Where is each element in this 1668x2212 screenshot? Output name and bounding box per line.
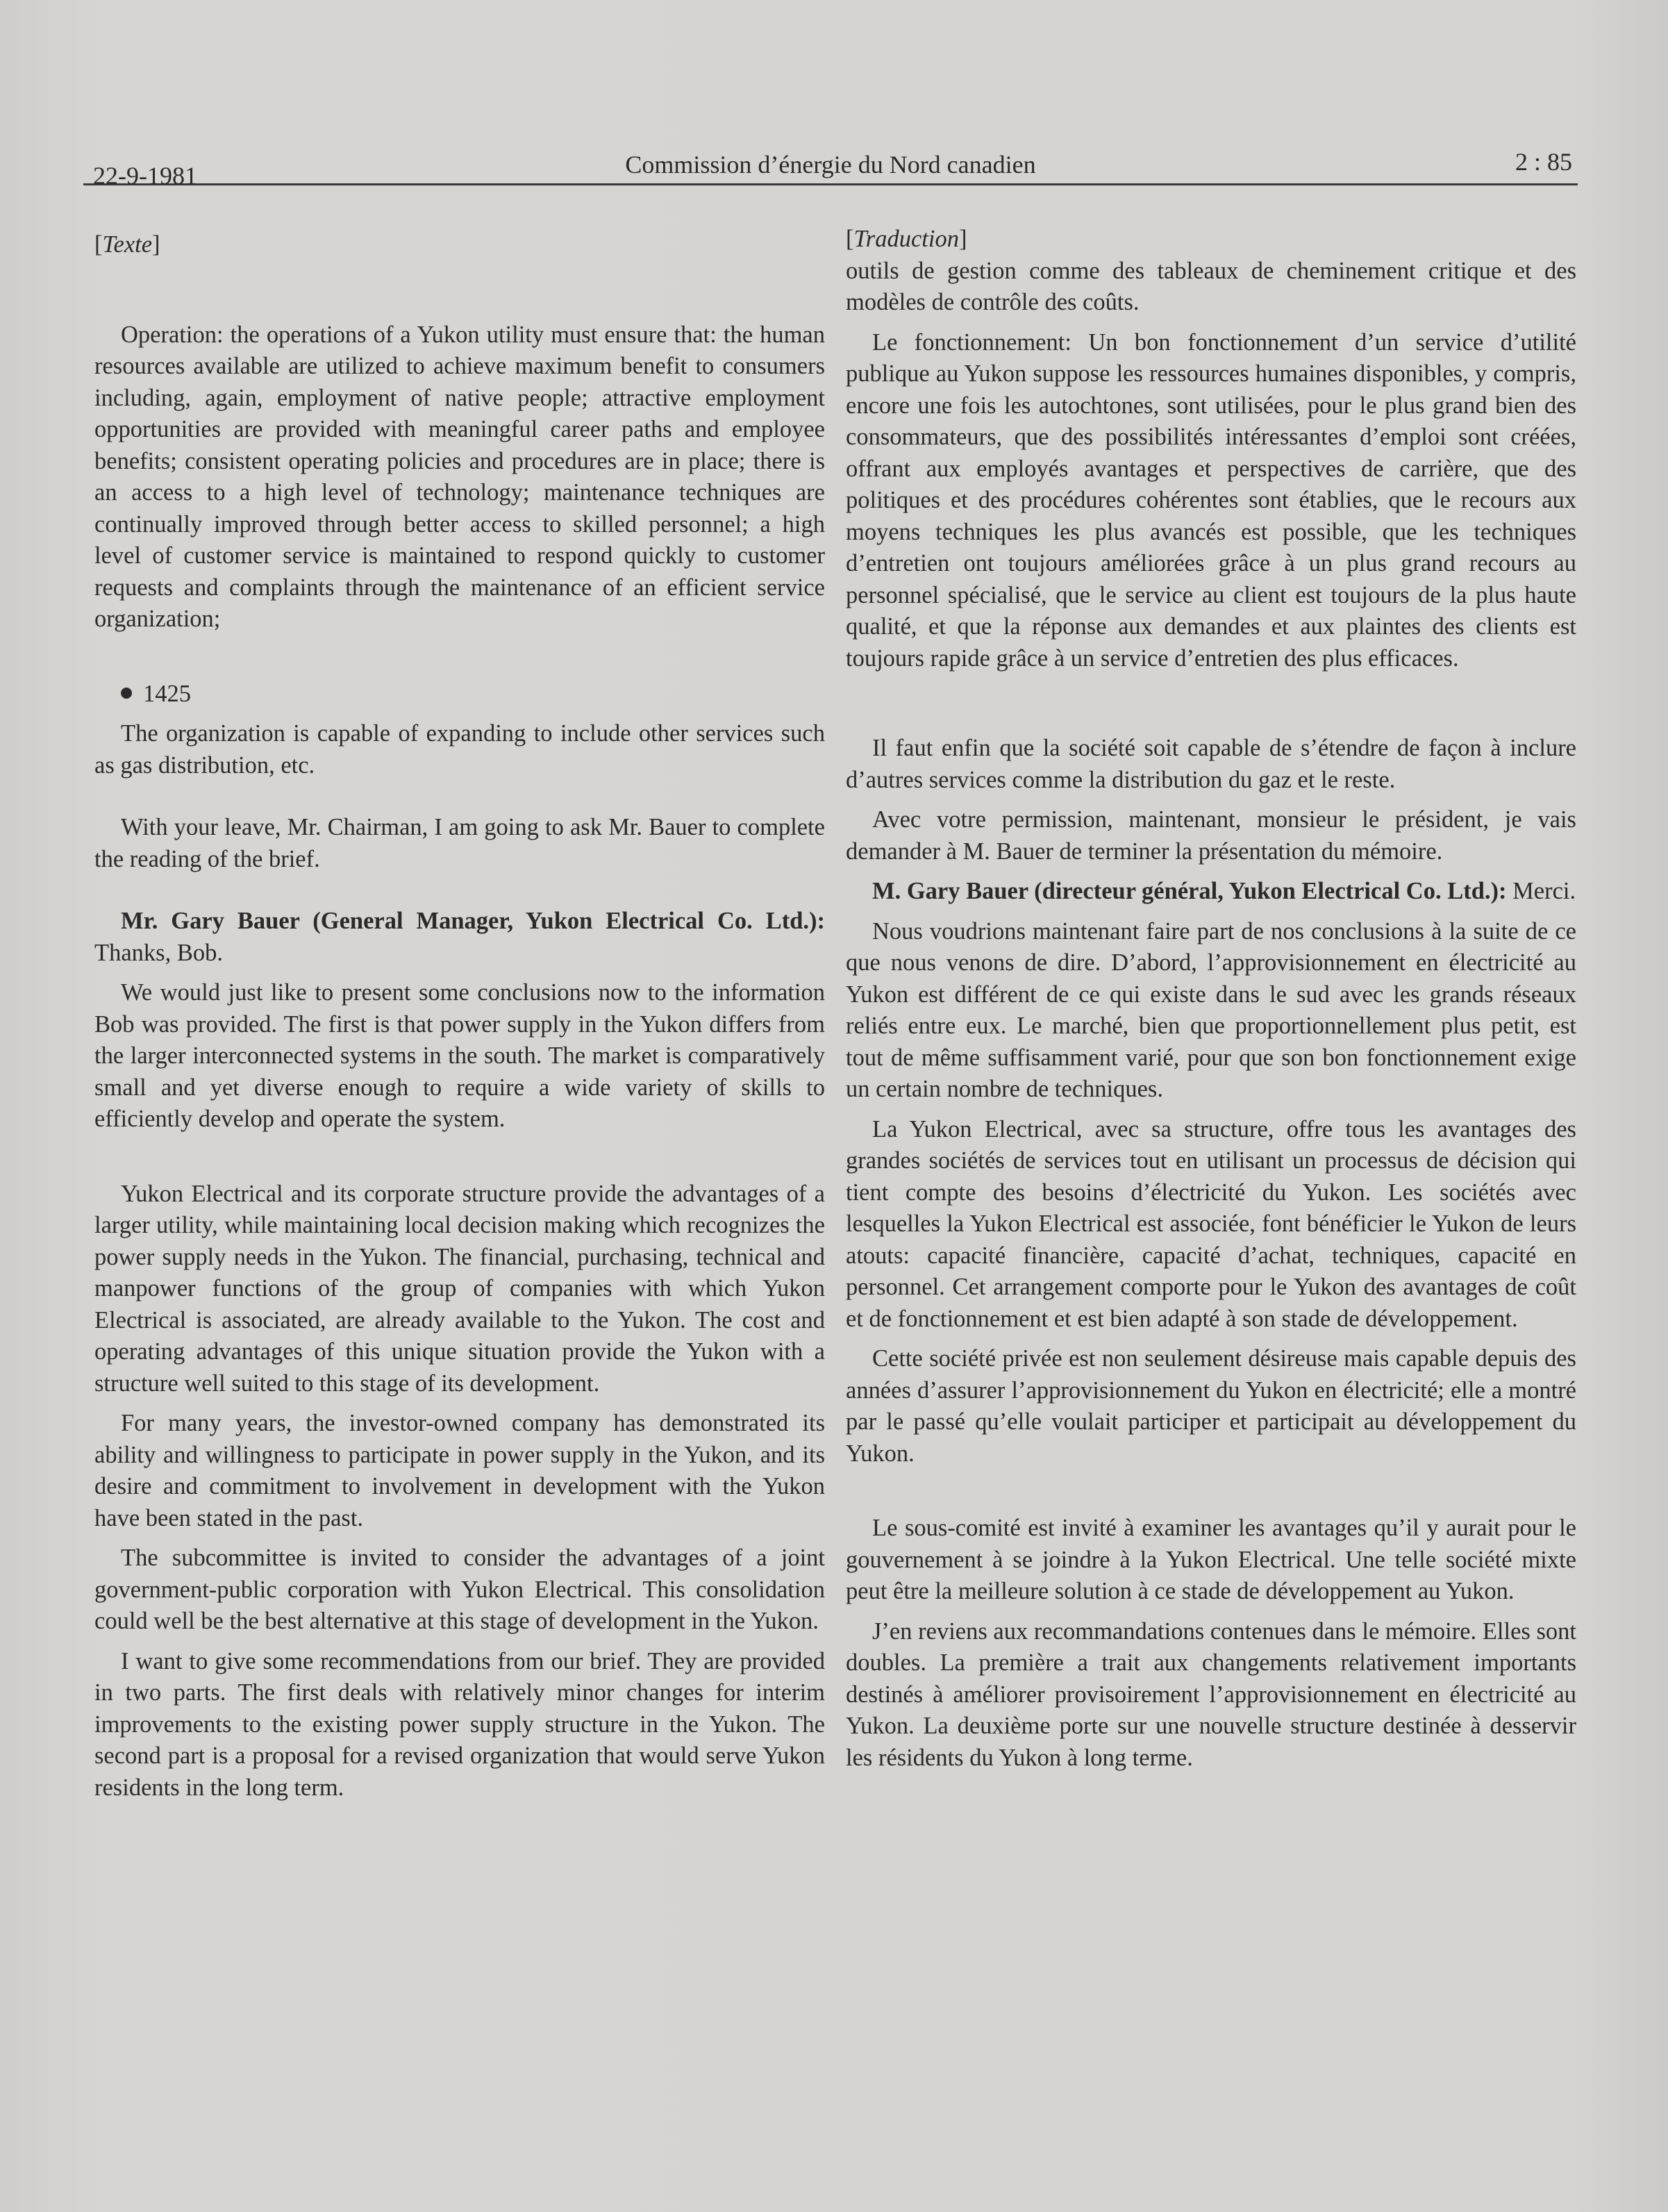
- english-column: [94, 229, 825, 1804]
- section-tag: [Texte]: [94, 231, 160, 258]
- speaker-paragraph: Mr. Gary Bauer (General Manager, Yukon Electrical Co. Ltd.): Thanks, Bob.: [94, 908, 825, 966]
- section-tag: [Traduction]: [846, 226, 967, 252]
- paragraph: Le sous-comité est invité à examiner les avantages qu’il y aurait pour le gouvernement à se joindre à la Yukon Electrical. Une telle société mixte peut être la meilleure solution à ce stade de développement au Yukon.: [846, 1515, 1576, 1604]
- paragraph: The organization is capable of expanding to include other services such as gas distribution, etc.: [94, 720, 825, 779]
- paragraph: Il faut enfin que la société soit capable de s’étendre de façon à inclure d’autres services comme la distribution du gaz et le reste.: [846, 735, 1576, 793]
- header-title: Commission d’énergie du Nord canadien: [625, 151, 1036, 178]
- speaker-name: M. Gary Bauer (directeur général, Yukon Electrical Co. Ltd.):: [872, 878, 1507, 904]
- time-marker: 1425: [94, 679, 825, 710]
- paragraph: La Yukon Electrical, avec sa structure, offre tous les avantages des grandes sociétés de services tout en utilisant un processus de décision qui tient compte des besoins d’électricité du Yukon. Les sociétés avec lesquelles la Yukon Electrical est associée, font bénéficier le Yukon de leurs atouts: capacité financière, capacité d’achat, techniques, capacité en personnel. Cet arrangement comporte pour le Yukon des avantages de coût et de fonctionnement et est bien adapté à son stade de développement.: [846, 1115, 1576, 1332]
- header-date: 22-9-1981: [93, 162, 197, 190]
- bullet-icon: [121, 688, 132, 699]
- paragraph: Operation: the operations of a Yukon utility must ensure that: the human resources available are utilized to achieve maximum benefit to consumers including, again, employment of native people; attractive employment opportunities are provided with meaningful career paths and employee benefits; consistent operating policies and procedures are in place; there is an access to a high level of technology; maintenance techniques are continually improved through better access to skilled personnel; a high level of customer service is maintained to respond quickly to customer requests and complaints through the maintenance of an efficient service organization;: [94, 321, 825, 632]
- paragraph: Nous voudrions maintenant faire part de nos conclusions à la suite de ce que nous venons de dire. D’abord, l’approvisionnement en électricité au Yukon est différent de ce qui existe dans le sud avec les grands réseaux reliés entre eux. Le marché, bien que proportionnellement plus petit, est tout de même suffisamment varié, pour que son bon fonctionnement exige un certain nombre de techniques.: [846, 917, 1576, 1102]
- paragraph: Le fonctionnement: Un bon fonctionnement d’un service d’utilité publique au Yukon suppose les ressources humaines disponibles, y compris, encore une fois les autochtones, sont utilisées, pour le plus grand bien des consommateurs, que des possibilités intéressantes d’emploi sont créées, offrant aux employés avantages et perspectives de carrière, que des politiques et des procédures cohérentes sont établies, que le recours aux moyens techniques les plus avancés est possible, que les techniques d’entretien ont toujours améliorées grâce à un plus grand recours au personnel spécialisé, que le service au client est toujours de la plus haute qualité, et que la réponse aux demandes et aux plaintes des clients est toujours rapide grâce à un service d’entretien des plus efficaces.: [846, 329, 1576, 672]
- paragraph: For many years, the investor-owned company has demonstrated its ability and willingness to participate in power supply in the Yukon, and its desire and commitment to involvement in development with the Yukon have been stated in the past.: [94, 1410, 825, 1531]
- paragraph: Cette société privée est non seulement désireuse mais capable depuis des années d’assurer l’approvisionnement du Yukon en électricité; elle a montré par le passé qu’elle voulait participer et participait au développement du Yukon.: [846, 1345, 1576, 1467]
- paragraph: Avec votre permission, maintenant, monsieur le président, je vais demander à M. Bauer de terminer la présentation du mémoire.: [846, 806, 1576, 865]
- running-header: [83, 147, 1578, 190]
- paragraph: With your leave, Mr. Chairman, I am going to ask Mr. Bauer to complete the reading of the brief.: [94, 814, 825, 872]
- page-number: 2 : 85: [1515, 148, 1572, 176]
- paragraph: The subcommittee is invited to consider the advantages of a joint government-public corporation with Yukon Electrical. This consolidation could well be the best alternative at this stage of development in the Yukon.: [94, 1545, 825, 1634]
- speaker-paragraph: M. Gary Bauer (directeur général, Yukon Electrical Co. Ltd.): Merci.: [872, 878, 1576, 904]
- paragraph: We would just like to present some conclusions now to the information Bob was provided. The first is that power supply in the Yukon differs from the larger interconnected systems in the south. The market is comparatively small and yet diverse enough to require a wide variety of skills to efficiently develop and operate the system.: [94, 979, 825, 1132]
- paragraph: outils de gestion comme des tableaux de cheminement critique et des modèles de contrôle des coûts.: [846, 257, 1576, 315]
- speaker-name: Mr. Gary Bauer (General Manager, Yukon Electrical Co. Ltd.):: [121, 908, 825, 934]
- paragraph: J’en reviens aux recommandations contenues dans le mémoire. Elles sont doubles. La première a trait aux changements relativement importants destinés à améliorer provisoirement l’approvisionnement en électricité au Yukon. La deuxième porte sur une nouvelle structure destinée à desservir les résidents du Yukon à long terme.: [846, 1618, 1576, 1771]
- paragraph: I want to give some recommendations from our brief. They are provided in two parts. The first deals with relatively minor changes for interim improvements to the existing power supply structure in the Yukon. The second part is a proposal for a revised organization that would serve Yukon residents in the long term.: [94, 1647, 825, 1801]
- paragraph: Yukon Electrical and its corporate structure provide the advantages of a larger utility, while maintaining local decision making which recognizes the power supply needs in the Yukon. The financial, purchasing, technical and manpower functions of the group of companies with which Yukon Electrical is associated, are already available to the Yukon. The cost and operating advantages of this unique situation provide the Yukon with a structure well suited to this stage of its development.: [94, 1180, 825, 1397]
- french-column: [846, 224, 1576, 1774]
